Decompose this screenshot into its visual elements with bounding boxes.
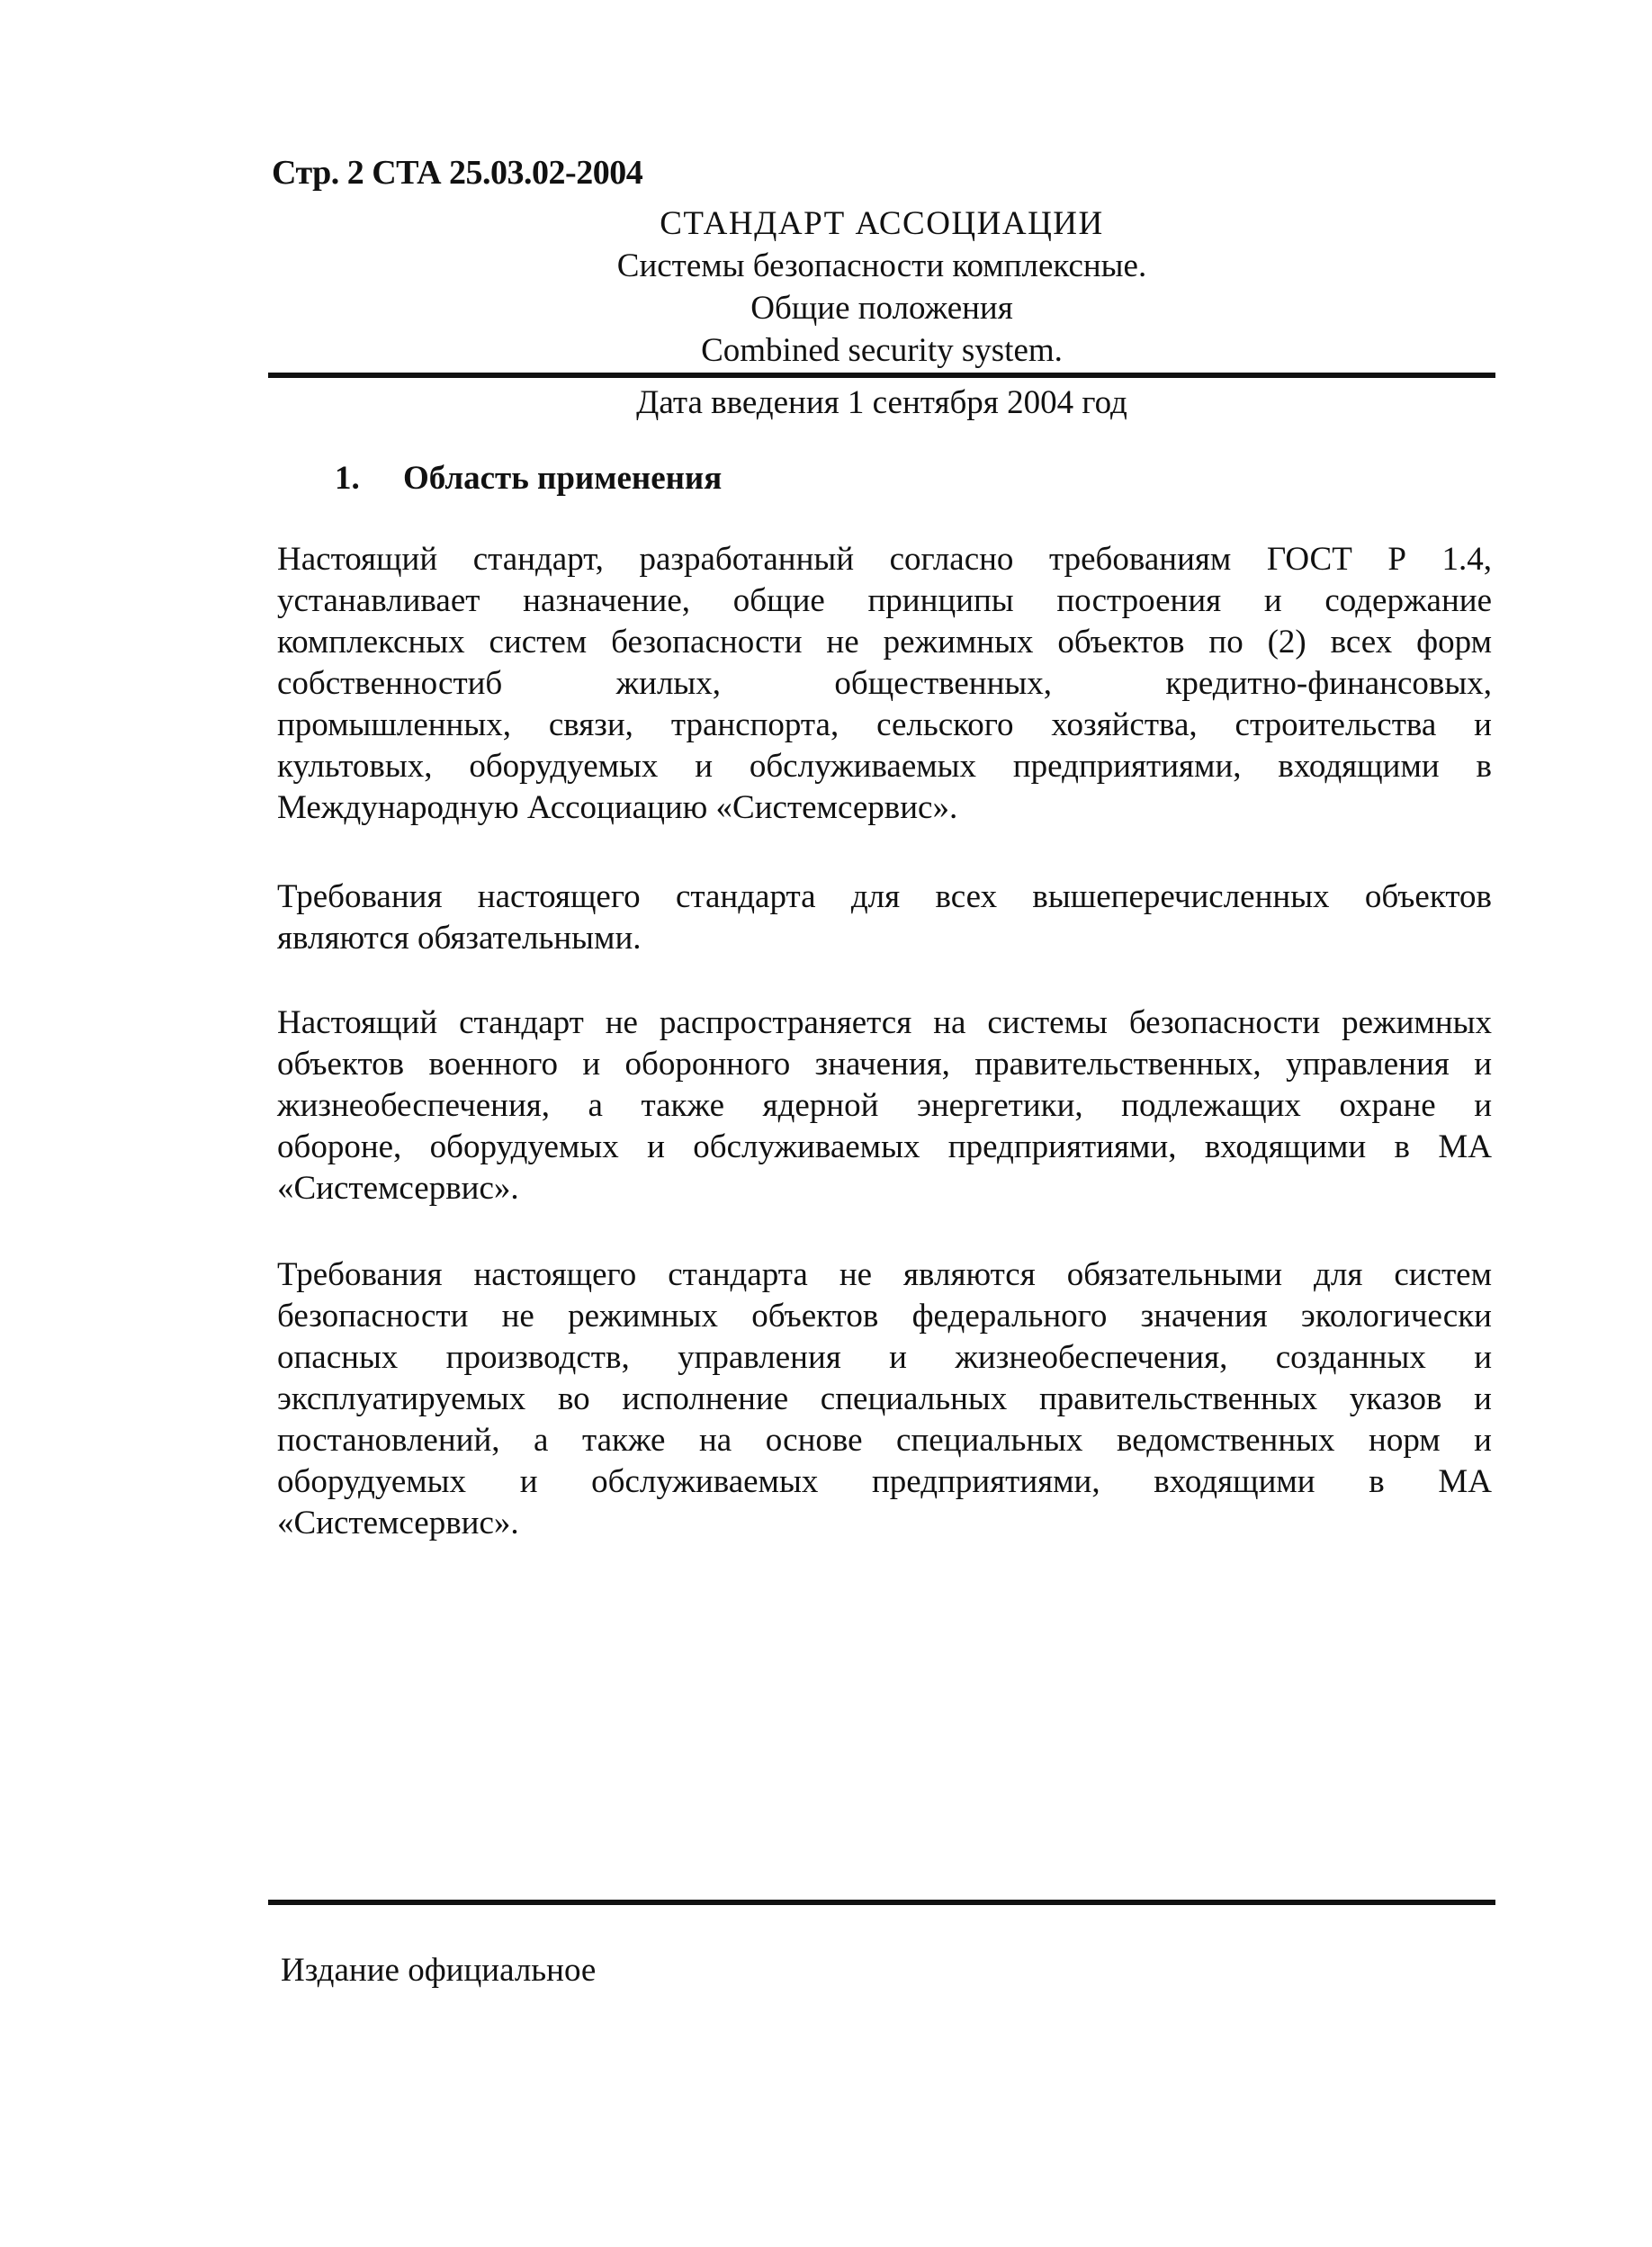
paragraph-line: опасных производств, управления и жизнеобеспечения, созданных и xyxy=(277,1339,1492,1376)
paragraph-line: Международную Ассоциацию «Системсервис». xyxy=(277,789,958,826)
section-title: Область применения xyxy=(403,460,723,497)
paragraph-line: промышленных, связи, транспорта, сельского хозяйства, строительства и xyxy=(277,706,1492,743)
paragraph-exclusions xyxy=(277,1002,1492,1209)
paragraph-mandatory xyxy=(277,876,1492,959)
paragraph-line: устанавливает назначение, общие принципы построения и содержание xyxy=(277,582,1492,619)
paragraph-line: культовых, оборудуемых и обслуживаемых предприятиями, входящими в xyxy=(277,748,1492,785)
paragraph-line: «Системсервис». xyxy=(277,1505,519,1541)
header-divider xyxy=(268,373,1495,378)
standard-subtitle-2: Общие положения xyxy=(750,290,1013,327)
paragraph-line: Требования настоящего стандарта не являются обязательными для систем xyxy=(277,1256,1492,1293)
paragraph-line: комплексных систем безопасности не режимных объектов по (2) всех форм xyxy=(277,624,1492,661)
official-edition-note: Издание официальное xyxy=(281,1952,597,1989)
paragraph-line: Требования настоящего стандарта для всех вышеперечисленных объектов xyxy=(277,878,1492,915)
paragraph-line: собственностиб жилых, общественных, кредитно-финансовых, xyxy=(277,665,1492,702)
standard-subtitle-english: Combined security system. xyxy=(701,332,1063,369)
paragraph-line: объектов военного и оборонного значения, правительственных, управления и xyxy=(277,1046,1492,1083)
paragraph-line: обороне, оборудуемых и обслуживаемых предприятиями, входящими в МА xyxy=(277,1128,1492,1165)
standard-subtitle: Системы безопасности комплексные. xyxy=(616,247,1147,284)
standard-title: СТАНДАРТ АССОЦИАЦИИ xyxy=(660,205,1104,242)
standard-header xyxy=(270,202,1494,372)
paragraph-non-mandatory xyxy=(277,1254,1492,1544)
paragraph-line: Настоящий стандарт, разработанный согласно требованиям ГОСТ Р 1.4, xyxy=(277,541,1492,578)
paragraph-line: Настоящий стандарт не распространяется на системы безопасности режимных xyxy=(277,1004,1492,1041)
section-number: 1. xyxy=(335,460,360,497)
paragraph-line: «Системсервис». xyxy=(277,1170,519,1207)
paragraph-scope xyxy=(277,539,1492,829)
paragraph-line: эксплуатируемых во исполнение специальных правительственных указов и xyxy=(277,1380,1492,1417)
introduction-date: Дата введения 1 сентября 2004 год xyxy=(636,384,1127,421)
paragraph-line: постановлений, а также на основе специальных ведомственных норм и xyxy=(277,1422,1492,1459)
paragraph-line: безопасности не режимных объектов федерального значения экологически xyxy=(277,1298,1492,1335)
page-reference: Стр. 2 СТА 25.03.02-2004 xyxy=(272,154,643,192)
paragraph-line: оборудуемых и обслуживаемых предприятиями, входящими в МА xyxy=(277,1463,1492,1500)
paragraph-line: жизнеобеспечения, а также ядерной энергетики, подлежащих охране и xyxy=(277,1087,1492,1124)
paragraph-line: являются обязательными. xyxy=(277,920,642,957)
footer-divider xyxy=(268,1900,1495,1905)
section-heading xyxy=(335,459,722,498)
